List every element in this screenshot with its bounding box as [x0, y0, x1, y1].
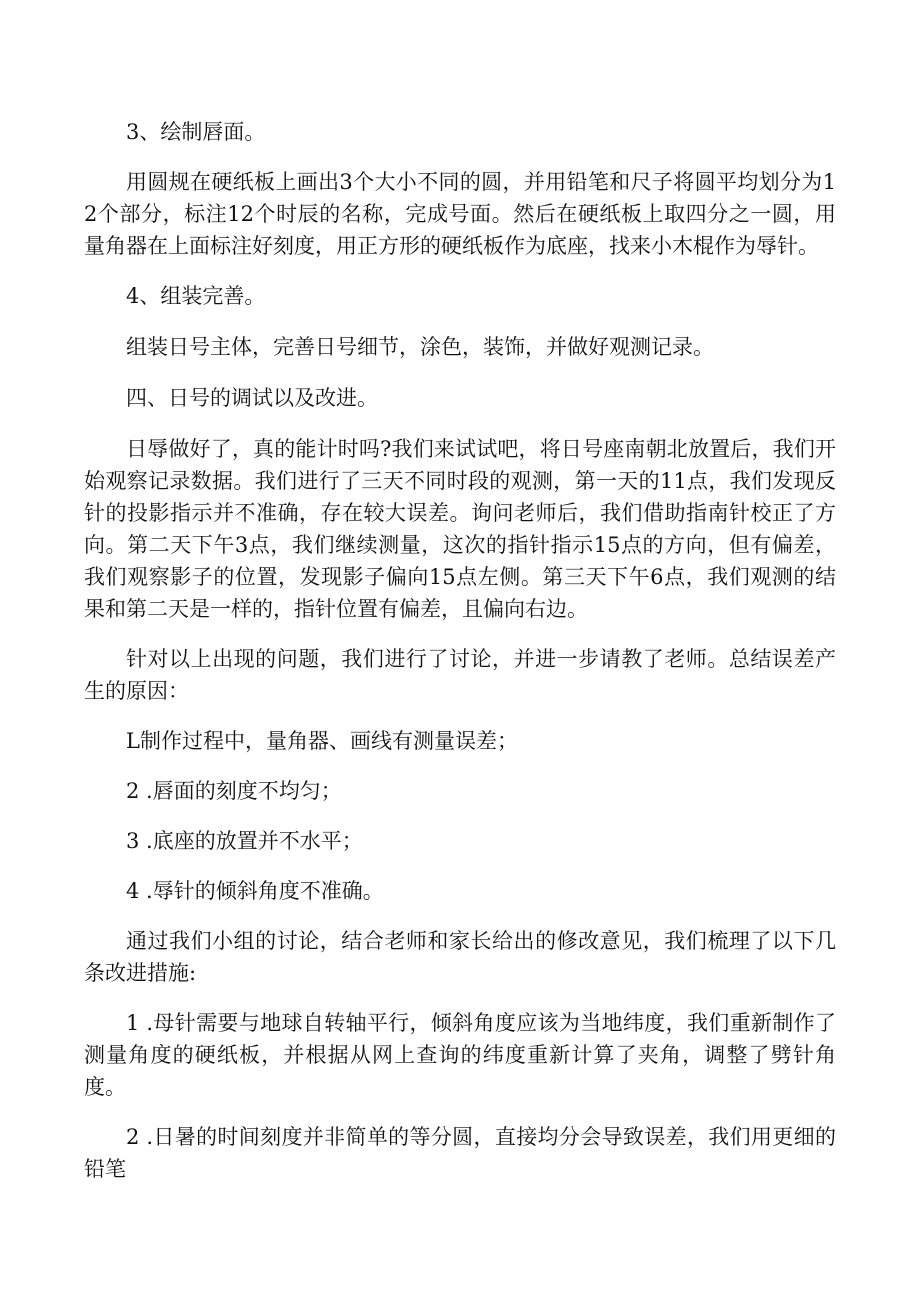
- section-heading-assemble: 4、组装完善。: [126, 284, 266, 308]
- paragraph-observation-record: 日辱做好了，真的能计时吗?我们来试试吧，将日号座南朝北放置后，我们开始观察记录数据。我们进行了三天不同时段的观测，第一天的11点，我们发现反针的投影指示并不准确，存在较大误差。询问老师后，我们借助指南针校正了方向。第二天下午3点，我们继续测量，这次的指针指示15点的方向，但有偏差，我们观察影子的位置，发现影子偏向15点左侧。第三天下午6点，我们观测的结果和第二天是一样的，指针位置有偏差，且偏向右边。: [84, 437, 836, 621]
- list-item-improvement-1: 1 .母针需要与地球自转轴平行，倾斜角度应该为当地纬度，我们重新制作了测量角度的硬纸板，并根据从网上查询的纬度重新计算了夹角，调整了劈针角度。: [84, 1011, 836, 1099]
- list-item-improvement-2: 2 .日暑的时间刻度并非简单的等分圆，直接均分会导致误差，我们用更细的铅笔: [84, 1125, 836, 1181]
- paragraph-draw-dial-steps: 用圆规在硬纸板上画出3个大小不同的圆，并用铅笔和尺子将圆平均划分为12个部分，标注12个时辰的名称，完成号面。然后在硬纸板上取四分之一圆，用量角器在上面标注好刻度，用正方形的硬纸板作为底座，找来小木棍作为辱针。: [84, 170, 836, 258]
- document-body: [84, 116, 836, 1185]
- list-item-error-4: 4 .辱针的倾斜角度不准确。: [126, 879, 384, 903]
- paragraph-improvement-intro: 通过我们小组的讨论，结合老师和家长给出的修改意见，我们梳理了以下几条改进措施:: [84, 929, 836, 985]
- section-heading-testing: 四、日号的调试以及改进。: [126, 386, 378, 410]
- list-item-error-3: 3 .底座的放置并不水平；: [126, 829, 363, 853]
- section-heading-draw-dial: 3、绘制唇面。: [126, 120, 266, 144]
- paragraph-assemble-steps: 组装日号主体，完善日号细节，涂色，装饰，并做好观测记录。: [126, 335, 714, 359]
- paragraph-error-discussion: 针对以上出现的问题，我们进行了讨论，并进一步请教了老师。总结误差产生的原因：: [84, 647, 836, 703]
- list-item-error-2: 2 .唇面的刻度不均匀；: [126, 779, 342, 803]
- list-item-error-1: L制作过程中，量角器、画线有测量误差；: [126, 729, 518, 753]
